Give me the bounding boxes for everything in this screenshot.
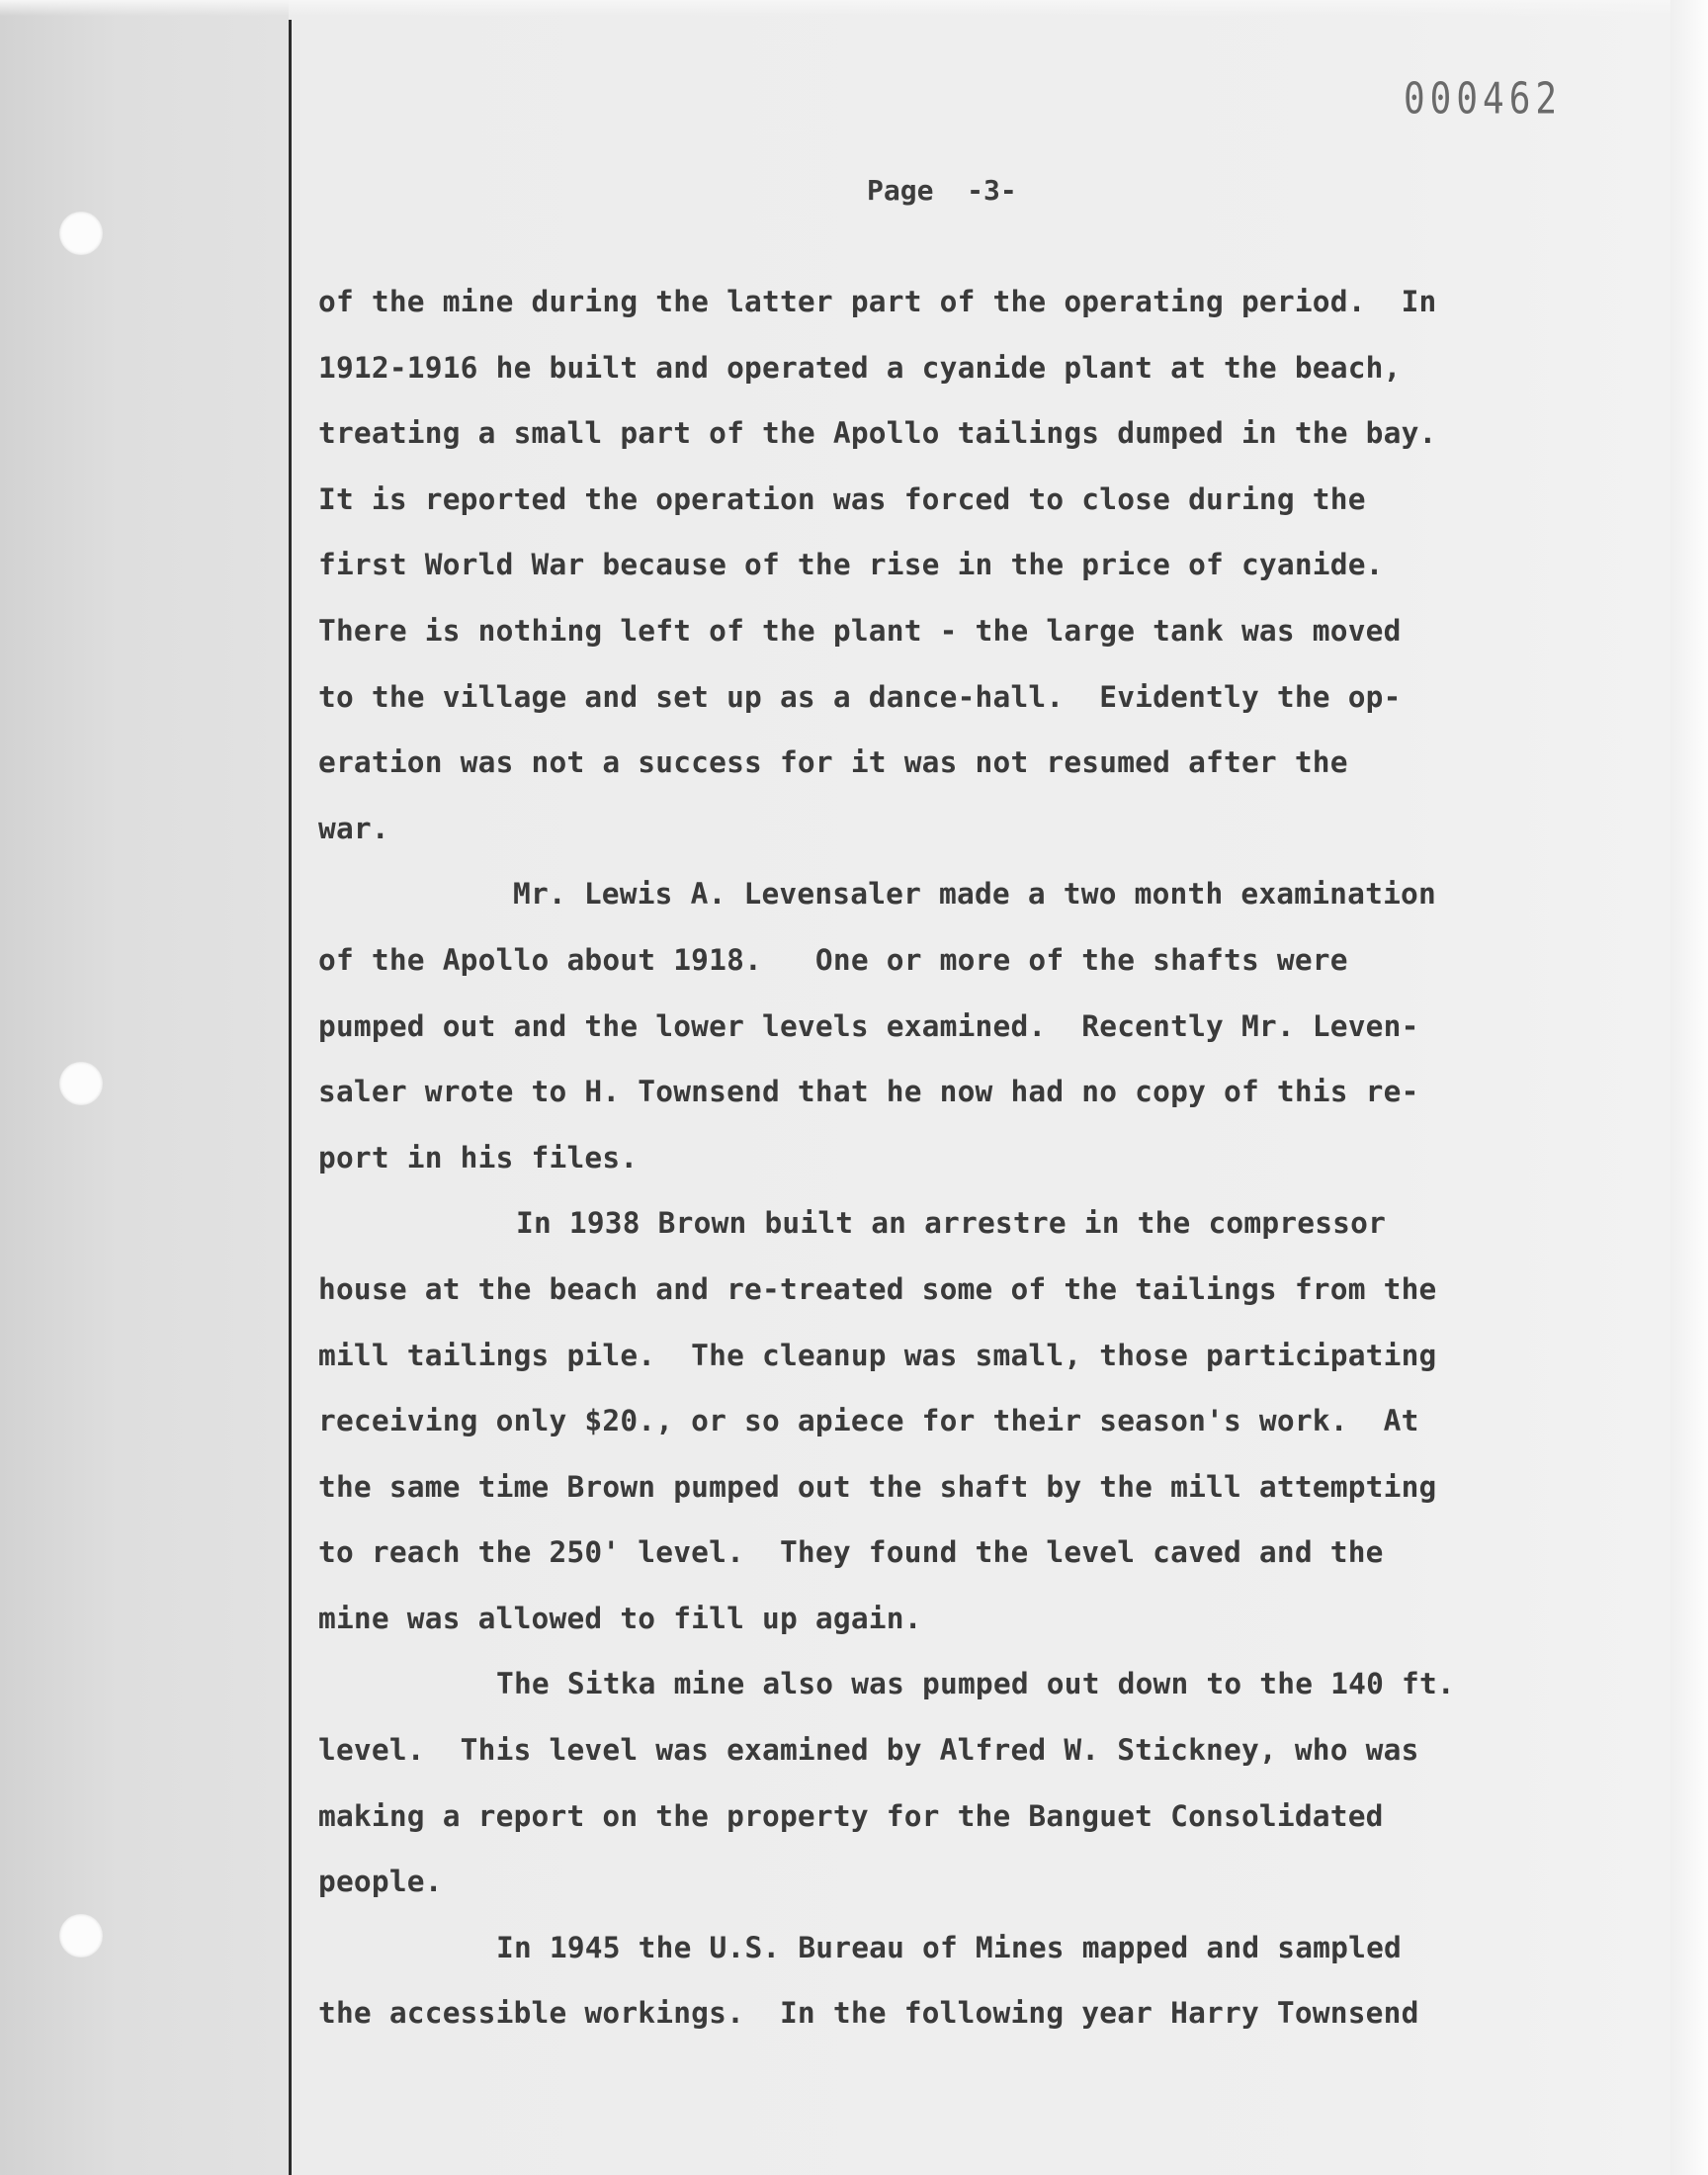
paper-right-edge (1670, 0, 1708, 2175)
text-line: to the village and set up as a dance-hall. Evidently the op- (318, 679, 1402, 714)
text-line: level. This level was examined by Alfred W. Stickney, who was (318, 1733, 1419, 1768)
text-line: eration was not a success for it was not resumed after the (318, 745, 1348, 780)
text-line: receiving only $20., or so apiece for their season's work. At (318, 1404, 1419, 1438)
text-line: In 1938 Brown built an arrestre in the compressor (516, 1206, 1387, 1241)
text-line: The Sitka mine also was pumped out down to the 140 ft. (496, 1667, 1455, 1701)
punch-hole-bottom (59, 1914, 103, 1958)
text-line: In 1945 the U.S. Bureau of Mines mapped and sampled (496, 1930, 1402, 1964)
text-line: house at the beach and re-treated some of the tailings from the (318, 1271, 1437, 1306)
paper-top-edge (0, 0, 1708, 16)
text-line: There is nothing left of the plant - the large tank was moved (318, 613, 1402, 648)
binder-margin (0, 0, 289, 2175)
text-line: the accessible workings. In the following year Harry Townsend (318, 1996, 1419, 2031)
page-header: Page -3- (867, 174, 1017, 207)
text-line: of the Apollo about 1918. One or more of the shafts were (318, 942, 1348, 977)
text-line: treating a small part of the Apollo tailings dumped in the bay. (318, 416, 1437, 451)
text-line: pumped out and the lower levels examined. Recently Mr. Leven- (318, 1008, 1419, 1043)
body-text (318, 269, 1603, 2046)
text-line: saler wrote to H. Townsend that he now had no copy of this re- (318, 1075, 1419, 1109)
punch-hole-middle (59, 1062, 103, 1105)
text-line: war. (318, 811, 389, 845)
punch-hole-top (59, 212, 103, 255)
text-line: the same time Brown pumped out the shaft by the mill attempting (318, 1469, 1437, 1504)
text-line: first World War because of the rise in the price of cyanide. (318, 548, 1384, 582)
text-line: making a report on the property for the Banguet Consolidated (318, 1798, 1384, 1833)
text-line: of the mine during the latter part of the operating period. In (318, 285, 1437, 318)
text-line: mine was allowed to fill up again. (318, 1601, 922, 1635)
text-line: It is reported the operation was forced to close during the (318, 481, 1366, 516)
text-line: people. (318, 1865, 443, 1899)
text-line: port in his files. (318, 1140, 639, 1174)
document-number: 000462 (1404, 74, 1563, 125)
text-line: to reach the 250' level. They found the level caved and the (318, 1535, 1384, 1570)
text-line: mill tailings pile. The cleanup was small, those participating (318, 1338, 1437, 1372)
margin-rule (289, 20, 292, 2175)
text-line: Mr. Lewis A. Levensaler made a two month examination (513, 877, 1436, 912)
text-line: 1912-1916 he built and operated a cyanide plant at the beach, (318, 350, 1402, 385)
